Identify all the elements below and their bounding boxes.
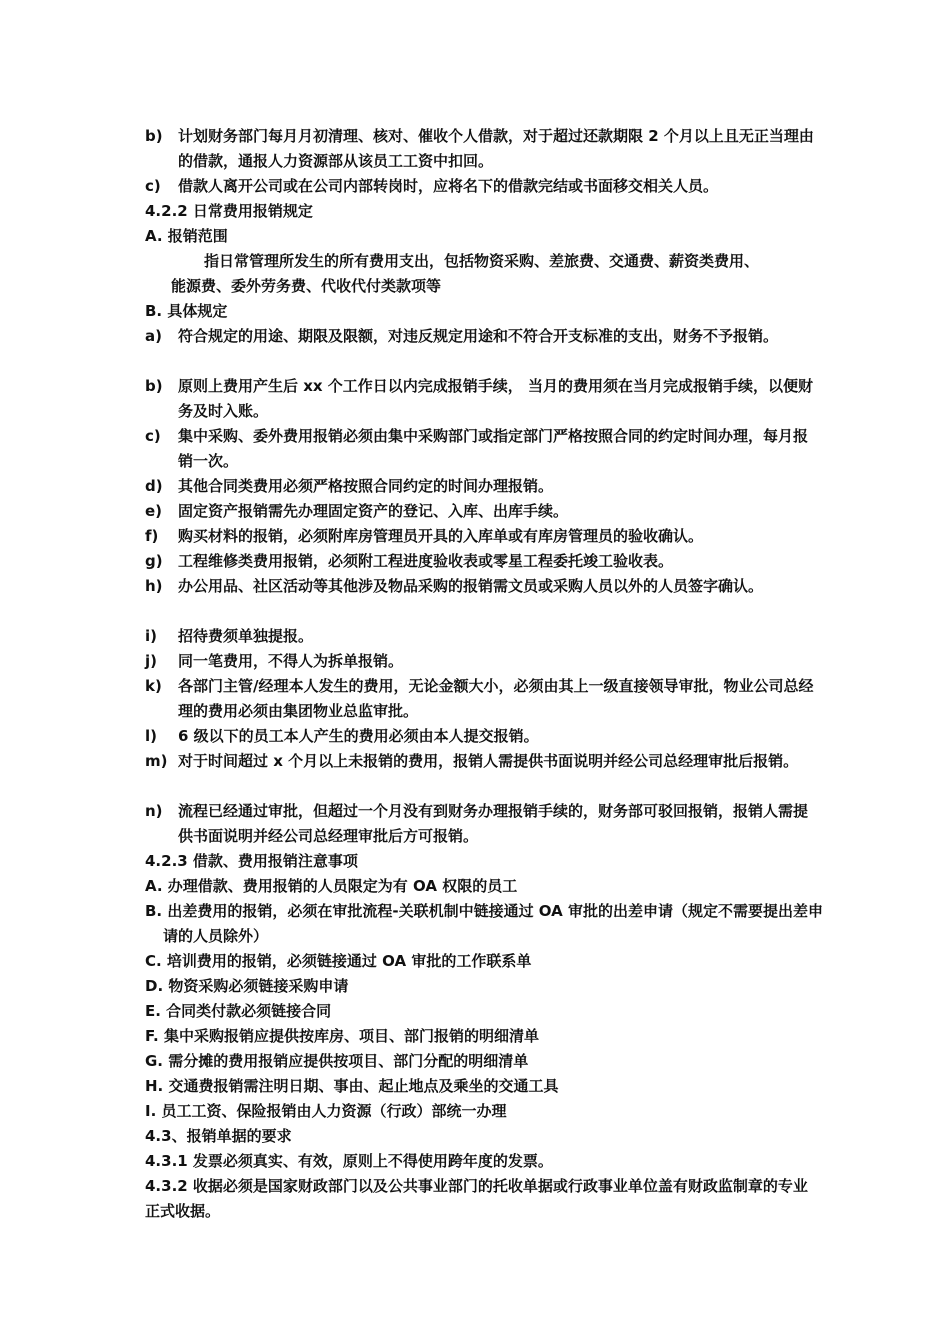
list-item-text: 计划财务部门每月月初清理、核对、催收个人借款，对于超过还款期限 2 个月以上且无正当理由的借款，通报人力资源部从该员工工资中扣回。 [178, 127, 814, 170]
rule-item-i [145, 624, 825, 649]
list-marker: c) [145, 427, 161, 445]
list-marker: a) [145, 327, 162, 345]
rule-item-l [145, 724, 825, 749]
note-item: F. 集中采购报销应提供按库房、项目、部门报销的明细清单 [145, 1027, 539, 1045]
list-marker: j) [145, 652, 157, 670]
section-heading-4-3: 4.3、报销单据的要求 [145, 1127, 292, 1145]
list-marker: b) [145, 127, 163, 145]
list-marker: b) [145, 377, 163, 395]
requirement-4-3-1: 4.3.1 发票必须真实、有效，原则上不得使用跨年度的发票。 [145, 1152, 553, 1170]
list-item-text: 固定资产报销需先办理固定资产的登记、入库、出库手续。 [178, 502, 569, 520]
rule-item-n [145, 799, 825, 849]
list-marker: h) [145, 577, 163, 595]
rule-item-e [145, 499, 825, 524]
list-item-text: 购买材料的报销，必须附库房管理员开具的入库单或有库房管理员的验收确认。 [178, 527, 704, 545]
list-item-text: 集中采购、委外费用报销必须由集中采购部门或指定部门严格按照合同的约定时间办理，每月报销一次。 [178, 427, 809, 470]
scope-line-2: 能源费、委外劳务费、代收代付类款项等 [171, 277, 442, 295]
list-item-text: 各部门主管/经理本人发生的费用，无论金额大小，必须由其上一级直接领导审批，物业公司总经理的费用必须由集团物业总监审批。 [178, 677, 814, 720]
requirement-4-3-2: 4.3.2 收据必须是国家财政部门以及公共事业部门的托收单据或行政事业单位盖有财政监制章的专业正式收据。 [145, 1177, 808, 1220]
list-item-text: 6 级以下的员工本人产生的费用必须由本人提交报销。 [178, 727, 539, 745]
subheading-rules: B. 具体规定 [145, 302, 228, 320]
list-item-text: 流程已经通过审批，但超过一个月没有到财务办理报销手续的，财务部可驳回报销，报销人需提供书面说明并经公司总经理审批后方可报销。 [178, 802, 809, 845]
section-heading-4-2-2: 4.2.2 日常费用报销规定 [145, 202, 313, 220]
note-item: A. 办理借款、费用报销的人员限定为有 OA 权限的员工 [145, 877, 518, 895]
rule-item-j [145, 649, 825, 674]
rule-item-b [145, 374, 825, 424]
note-item: H. 交通费报销需注明日期、事由、起止地点及乘坐的交通工具 [145, 1077, 559, 1095]
list-item-b-borrow-clearing [145, 124, 825, 174]
list-item-text: 办公用品、社区活动等其他涉及物品采购的报销需文员或采购人员以外的人员签字确认。 [178, 577, 764, 595]
list-marker: f) [145, 527, 159, 545]
list-marker: i) [145, 627, 157, 645]
list-item-text: 原则上费用产生后 xx 个工作日以内完成报销手续， 当月的费用须在当月完成报销手续，以便财务及时入账。 [178, 377, 814, 420]
rule-item-a [145, 324, 825, 349]
note-item: G. 需分摊的费用报销应提供按项目、部门分配的明细清单 [145, 1052, 529, 1070]
list-item-text: 招待费须单独提报。 [178, 627, 314, 645]
note-item: E. 合同类付款必须链接合同 [145, 1002, 332, 1020]
rule-item-c [145, 424, 825, 474]
list-item-text: 工程维修类费用报销，必须附工程进度验收表或零星工程委托竣工验收表。 [178, 552, 674, 570]
list-item-text: 借款人离开公司或在公司内部转岗时，应将名下的借款完结或书面移交相关人员。 [178, 177, 719, 195]
scope-paragraph [145, 249, 825, 299]
list-item-c-borrow-transfer [145, 174, 825, 199]
list-marker: e) [145, 502, 163, 520]
rule-item-d [145, 474, 825, 499]
note-item: I. 员工工资、保险报销由人力资源（行政）部统一办理 [145, 1102, 507, 1120]
list-item-text: 其他合同类费用必须严格按照合同约定的时间办理报销。 [178, 477, 554, 495]
note-item: D. 物资采购必须链接采购申请 [145, 977, 349, 995]
list-marker: d) [145, 477, 163, 495]
list-item-text: 同一笔费用，不得人为拆单报销。 [178, 652, 404, 670]
scope-line-1: 指日常管理所发生的所有费用支出，包括物资采购、差旅费、交通费、薪资类费用、 [204, 252, 760, 270]
list-marker: l) [145, 727, 157, 745]
note-text: B. 出差费用的报销，必须在审批流程-关联机制中链接通过 OA 审批的出差申请（规定不需要提出差申请的人员除外） [145, 902, 823, 945]
subheading-scope: A. 报销范围 [145, 227, 228, 245]
list-item-text: 对于时间超过 x 个月以上未报销的费用，报销人需提供书面说明并经公司总经理审批后报销。 [178, 752, 799, 770]
section-heading-4-2-3: 4.2.3 借款、费用报销注意事项 [145, 852, 358, 870]
list-marker: k) [145, 677, 162, 695]
rule-item-h [145, 574, 825, 599]
list-item-text: 符合规定的用途、期限及限额，对违反规定用途和不符合开支标准的支出，财务不予报销。 [178, 327, 779, 345]
list-marker: n) [145, 802, 163, 820]
rule-item-f [145, 524, 825, 549]
note-item [145, 899, 823, 949]
rule-item-m [145, 749, 825, 774]
list-marker: m) [145, 752, 168, 770]
list-marker: g) [145, 552, 163, 570]
list-marker: c) [145, 177, 161, 195]
rule-item-g [145, 549, 825, 574]
note-item: C. 培训费用的报销，必须链接通过 OA 审批的工作联系单 [145, 952, 532, 970]
rule-item-k [145, 674, 825, 724]
